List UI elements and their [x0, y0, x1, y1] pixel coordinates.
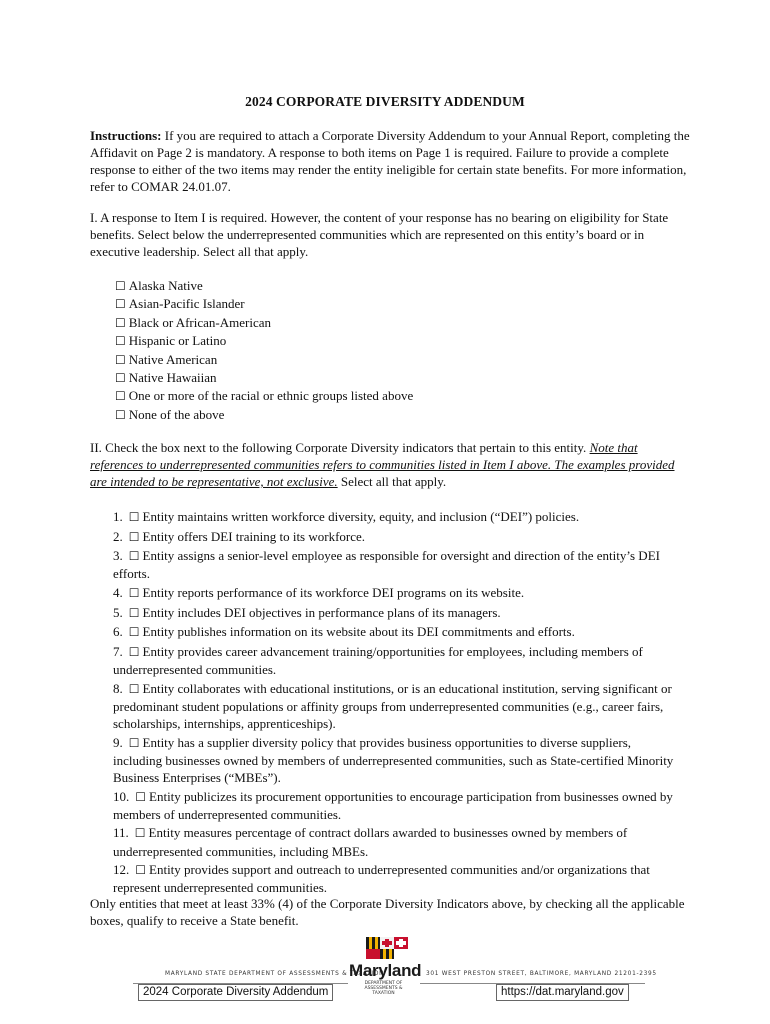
indicator-text: Entity collaborates with educational institutions, or is an educational institution, serving significant or predominant student populations or affinity groups from underrepresented communities (e.g., career fairs, scholarships, internships, apprenticeships).: [113, 680, 672, 731]
indicator-item: [113, 528, 683, 546]
instructions-paragraph: [90, 127, 690, 195]
checkbox[interactable]: ☐: [128, 681, 140, 696]
community-option-label: Alaska Native: [128, 278, 203, 293]
indicator-item: [113, 604, 683, 622]
indicator-number: 8.: [113, 680, 123, 696]
indicator-item: [113, 680, 683, 733]
indicator-text: Entity assigns a senior-level employee as responsible for oversight and direction of the entity’s DEI efforts.: [113, 548, 660, 582]
closing-paragraph: Only entities that meet at least 33% (4) of the Corporate Diversity Indicators above, by checking all the applicable boxes, qualify to receive a State benefit.: [90, 896, 685, 928]
community-option-label: Asian-Pacific Islander: [128, 296, 245, 312]
checkbox[interactable]: ☐: [115, 334, 126, 349]
checkbox[interactable]: ☐: [128, 585, 140, 600]
indicator-item: [113, 824, 683, 859]
indicator-text: Entity offers DEI training to its workforce.: [142, 528, 366, 544]
indicator-text: Entity measures percentage of contract dollars awarded to businesses owned by members of underrepresented communities, including MBEs.: [113, 825, 628, 859]
item2-after: Select all that apply.: [337, 474, 447, 489]
item2-intro-text: II. Check the box next to the following Corporate Diversity indicators that pertain to this entity.: [90, 440, 590, 455]
checkbox[interactable]: ☐: [128, 735, 140, 750]
community-checklist: [115, 277, 413, 424]
community-option-label: Native American: [128, 351, 218, 367]
checkbox[interactable]: ☐: [128, 605, 140, 620]
indicator-number: 5.: [113, 604, 123, 620]
indicator-number: 2.: [113, 528, 123, 544]
indicator-item: [113, 861, 683, 896]
checkbox[interactable]: ☐: [134, 826, 146, 841]
instructions-text: If you are required to attach a Corporate Diversity Addendum to your Annual Report, completing the Affidavit on Page 2 is mandatory. A response to both items on Page 1 is required. Failure to provide a complete response to either of the two items may render the entity ineligible for certain state benefits. For more information, refer to COMAR 24.01.07.: [90, 128, 690, 194]
community-option: [115, 369, 413, 387]
community-option: [115, 351, 413, 369]
checkbox[interactable]: ☐: [115, 352, 126, 367]
community-option-label: Black or African-American: [128, 314, 271, 330]
agency-name: MARYLAND STATE DEPARTMENT OF ASSESSMENTS & TAXATION: [165, 971, 385, 977]
checkbox[interactable]: ☐: [135, 863, 147, 878]
logo-wordmark: Maryland: [349, 961, 422, 980]
indicator-number: 7.: [113, 643, 123, 659]
checkbox[interactable]: ☐: [128, 529, 140, 544]
checkbox[interactable]: ☐: [128, 510, 140, 524]
community-option: [115, 314, 413, 332]
indicator-item: [113, 623, 683, 641]
checkbox[interactable]: ☐: [128, 625, 140, 640]
indicator-text: Entity reports performance of its workforce DEI programs on its website.: [142, 584, 525, 600]
community-option-label: None of the above: [128, 406, 225, 422]
indicator-number: 12.: [113, 862, 130, 878]
checkbox[interactable]: ☐: [128, 549, 140, 564]
indicator-text: Entity publicizes its procurement opportunities to encourage participation from businesses owned by members of underrepresented communities.: [113, 788, 673, 822]
community-option: [115, 406, 413, 424]
checkbox[interactable]: ☐: [115, 279, 126, 293]
indicator-text: Entity has a supplier diversity policy that provides business opportunities to diverse suppliers, including businesses owned by members of underrepresented communities, such as State-certified Minority Business Enterprises (“MBEs”).: [113, 734, 674, 785]
community-option: [115, 387, 413, 405]
checkbox[interactable]: ☐: [128, 644, 140, 659]
indicator-number: 4.: [113, 584, 123, 600]
item2-intro: [90, 439, 690, 490]
community-option: [115, 295, 413, 313]
indicator-item: [113, 547, 683, 582]
indicator-text: Entity provides support and outreach to underrepresented communities and/or organizations that represent underrepresented communities.: [113, 862, 650, 896]
checkbox[interactable]: ☐: [115, 315, 126, 330]
instructions-label: Instructions:: [90, 128, 162, 143]
checkbox[interactable]: ☐: [115, 297, 126, 312]
community-option-label: Hispanic or Latino: [128, 333, 227, 349]
indicator-number: 9.: [113, 734, 123, 750]
indicator-item: [113, 508, 683, 526]
indicator-list: [113, 508, 683, 898]
footer-doc-name: 2024 Corporate Diversity Addendum: [138, 984, 333, 1001]
indicator-text: Entity maintains written workforce diversity, equity, and inclusion (“DEI”) policies.: [142, 509, 580, 524]
checkbox[interactable]: ☐: [115, 407, 126, 422]
page-title: 2024 CORPORATE DIVERSITY ADDENDUM: [245, 94, 525, 109]
indicator-number: 10.: [113, 788, 130, 804]
agency-address: 301 WEST PRESTON STREET, BALTIMORE, MARYLAND 21201-2395: [426, 971, 657, 977]
indicator-item: [113, 788, 683, 823]
indicator-number: 3.: [113, 548, 123, 564]
community-option-label: One or more of the racial or ethnic groups listed above: [128, 388, 414, 404]
checkbox[interactable]: ☐: [115, 370, 126, 385]
indicator-number: 11.: [113, 825, 129, 841]
community-option: [115, 332, 413, 350]
indicator-item: [113, 643, 683, 678]
checkbox[interactable]: ☐: [135, 789, 147, 804]
checkbox[interactable]: ☐: [115, 389, 126, 404]
indicator-text: Entity includes DEI objectives in performance plans of its managers.: [142, 604, 501, 620]
indicator-number: 1.: [113, 509, 123, 524]
indicator-number: 6.: [113, 624, 123, 640]
community-option-label: Native Hawaiian: [128, 369, 217, 385]
item2-note: Note that references to underrepresented communities refers to communities listed in Item I above. The examples provided are intended to be representative, not exclusive.: [90, 440, 675, 489]
indicator-item: [113, 584, 683, 602]
community-option: [115, 277, 413, 295]
item1-intro: I. A response to Item I is required. However, the content of your response has no bearing on eligibility for State benefits. Select below the underrepresented communities which are represented on this entity’s board or in executive leadership. Select all that apply.: [90, 210, 669, 259]
indicator-text: Entity provides career advancement training/opportunities for employees, including members of underrepresented communities.: [113, 643, 643, 677]
logo-subtitle: DEPARTMENT OF ASSESSMENTS & TAXATION: [364, 981, 403, 996]
indicator-item: [113, 734, 683, 787]
footer-url-link[interactable]: https://dat.maryland.gov: [496, 984, 629, 1001]
indicator-text: Entity publishes information on its website about its DEI commitments and efforts.: [142, 624, 575, 640]
